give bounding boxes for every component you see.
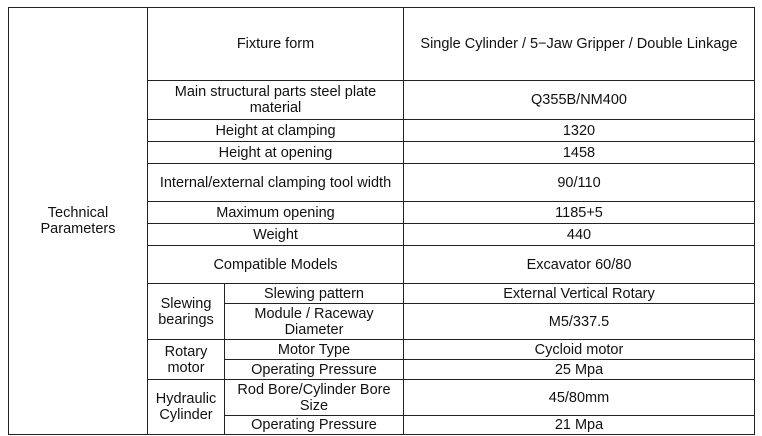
param-value: 1320 xyxy=(404,120,755,142)
param-label: Weight xyxy=(148,224,404,246)
param-label: Operating Pressure xyxy=(225,360,404,380)
param-value: 25 Mpa xyxy=(404,360,755,380)
param-label: Compatible Models xyxy=(148,246,404,284)
param-value: 1185+5 xyxy=(404,202,755,224)
param-value: 45/80mm xyxy=(404,380,755,416)
group-label-hydraulic-cylinder: Hydraulic Cylinder xyxy=(148,380,225,435)
param-value: 90/110 xyxy=(404,164,755,202)
param-label: Rod Bore/Cylinder Bore Size xyxy=(225,380,404,416)
param-value: Single Cylinder / 5−Jaw Gripper / Double Linkage xyxy=(404,8,755,81)
param-value: Cycloid motor xyxy=(404,340,755,360)
param-value: 440 xyxy=(404,224,755,246)
param-label: Maximum opening xyxy=(148,202,404,224)
param-value: External Vertical Rotary xyxy=(404,284,755,304)
param-label: Height at opening xyxy=(148,142,404,164)
param-value: M5/337.5 xyxy=(404,304,755,340)
param-label: Fixture form xyxy=(148,8,404,81)
param-value: 21 Mpa xyxy=(404,416,755,435)
section-label: Technical Parameters xyxy=(9,8,148,435)
group-label-rotary-motor: Rotary motor xyxy=(148,340,225,380)
param-label: Operating Pressure xyxy=(225,416,404,435)
param-label: Height at clamping xyxy=(148,120,404,142)
param-label: Slewing pattern xyxy=(225,284,404,304)
param-label: Motor Type xyxy=(225,340,404,360)
table-row xyxy=(9,8,755,81)
param-value: Q355B/NM400 xyxy=(404,81,755,120)
param-value: Excavator 60/80 xyxy=(404,246,755,284)
param-label: Internal/external clamping tool width xyxy=(148,164,404,202)
param-value: 1458 xyxy=(404,142,755,164)
technical-parameters-table xyxy=(8,7,755,435)
group-label-slewing-bearings: Slewing bearings xyxy=(148,284,225,340)
param-label: Main structural parts steel plate material xyxy=(148,81,404,120)
param-label: Module / Raceway Diameter xyxy=(225,304,404,340)
